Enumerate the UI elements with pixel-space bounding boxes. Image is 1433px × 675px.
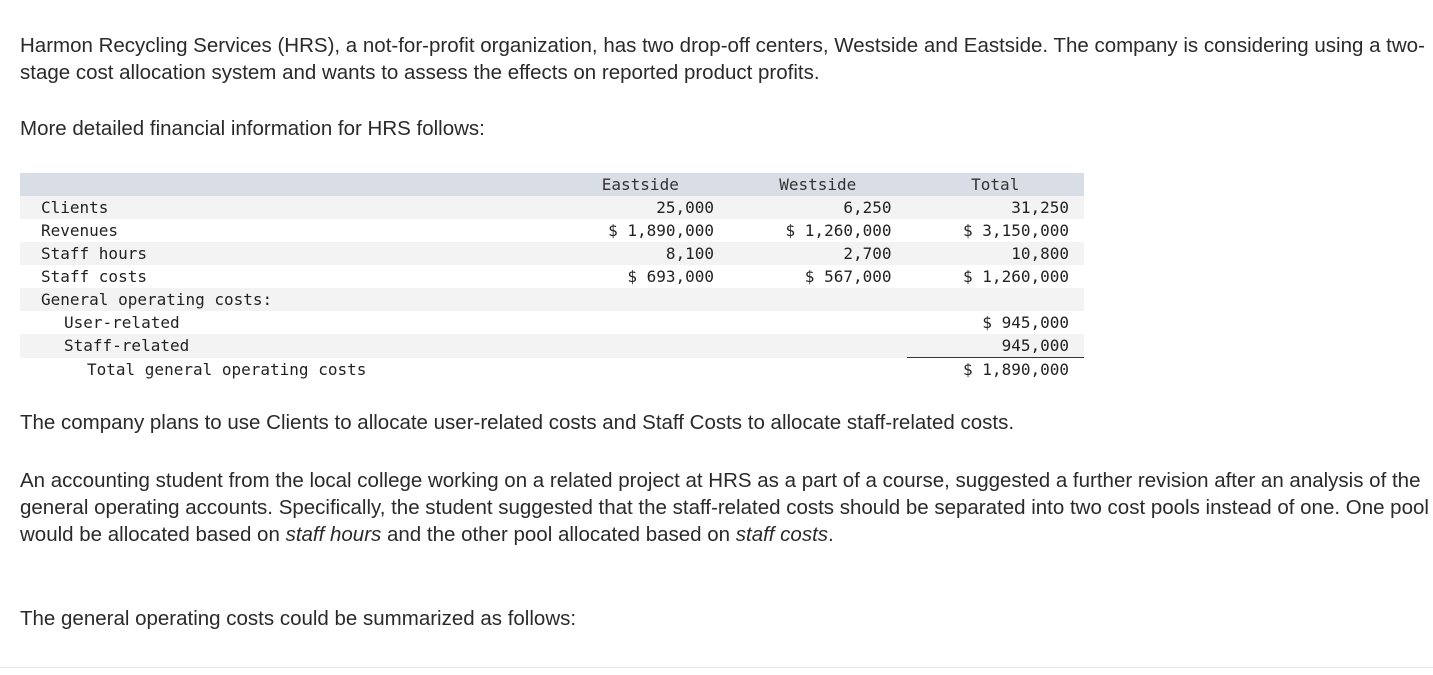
- table-row: [20, 219, 1084, 242]
- emphasis-staff-costs: staff costs: [735, 523, 829, 546]
- cell-eastside: 25,000: [552, 196, 729, 219]
- row-label: Staff-related: [20, 334, 552, 358]
- table-row: [20, 288, 1084, 311]
- cell-total: $ 945,000: [907, 311, 1085, 334]
- header-label: [20, 173, 552, 196]
- row-label: User-related: [20, 311, 552, 334]
- allocation-paragraph: The company plans to use Clients to allocate user-related costs and Staff Costs to allocate staff-related costs.: [20, 411, 1015, 434]
- cell-total: $ 1,260,000: [907, 265, 1085, 288]
- cell-westside: [729, 334, 906, 358]
- paragraph-text: .: [828, 523, 834, 546]
- intro-followup: More detailed financial information for HRS follows:: [20, 117, 485, 140]
- cell-eastside: [552, 288, 729, 311]
- header-eastside: Eastside: [552, 173, 729, 196]
- row-label: Revenues: [20, 219, 552, 242]
- divider: [0, 667, 1433, 668]
- header-total: Total: [907, 173, 1085, 196]
- table-row: [20, 265, 1084, 288]
- table-row: [20, 311, 1084, 334]
- cell-total: 31,250: [907, 196, 1085, 219]
- cell-westside: 2,700: [729, 242, 906, 265]
- cell-total: 10,800: [907, 242, 1085, 265]
- cell-westside: [729, 358, 906, 382]
- header-westside: Westside: [729, 173, 906, 196]
- cell-eastside: [552, 358, 729, 382]
- cell-total: [907, 288, 1085, 311]
- emphasis-staff-hours: staff hours: [285, 523, 382, 546]
- cell-eastside: $ 693,000: [552, 265, 729, 288]
- row-label: Staff hours: [20, 242, 552, 265]
- table-header-row: [20, 173, 1084, 196]
- cell-eastside: [552, 334, 729, 358]
- cell-westside: $ 1,260,000: [729, 219, 906, 242]
- cell-total: 945,000: [907, 334, 1085, 358]
- table-row: [20, 196, 1084, 219]
- cell-total: $ 3,150,000: [907, 219, 1085, 242]
- row-label: Clients: [20, 196, 552, 219]
- intro-paragraph: Harmon Recycling Services (HRS), a not-for-profit organization, has two drop-off centers, Westside and Eastside. The company is considering using a two-stage cost allocation system and wants to assess the effects on reported product profits.: [20, 34, 1425, 84]
- cell-eastside: 8,100: [552, 242, 729, 265]
- paragraph-text: and the other pool allocated based on: [381, 523, 736, 546]
- cell-eastside: $ 1,890,000: [552, 219, 729, 242]
- student-suggestion-paragraph: [20, 467, 1430, 548]
- row-label: Staff costs: [20, 265, 552, 288]
- table-row: [20, 358, 1084, 382]
- paragraph-text: An accounting student from the local college working on a related project at HRS as a part of a course, suggested a further revision after an analysis of the general operating accounts. Specifically, the student suggested that the staff-related costs should be separated into two cost pools instead of one. One pool would be allocated based on: [20, 469, 1429, 546]
- cell-eastside: [552, 311, 729, 334]
- cell-westside: $ 567,000: [729, 265, 906, 288]
- financial-table: [20, 173, 1084, 381]
- table-row: [20, 334, 1084, 358]
- summary-intro-paragraph: The general operating costs could be summarized as follows:: [20, 607, 577, 630]
- row-label: Total general operating costs: [20, 358, 552, 382]
- cell-westside: [729, 311, 906, 334]
- table-row: [20, 242, 1084, 265]
- cell-westside: [729, 288, 906, 311]
- cell-total: $ 1,890,000: [907, 358, 1085, 382]
- cell-westside: 6,250: [729, 196, 906, 219]
- row-label: General operating costs:: [20, 288, 552, 311]
